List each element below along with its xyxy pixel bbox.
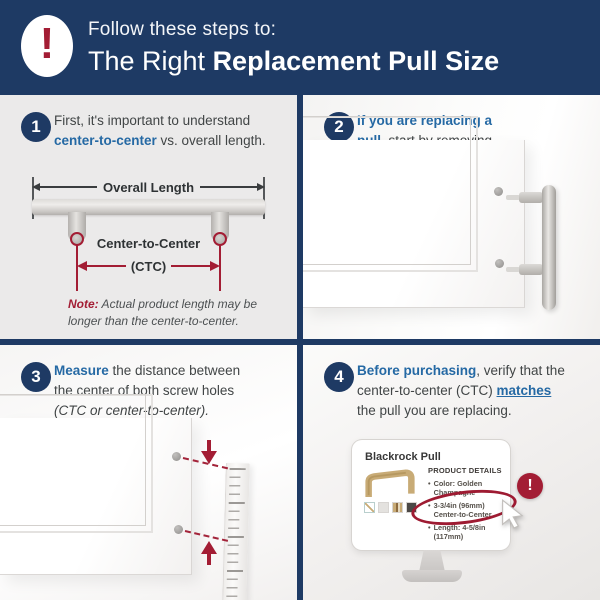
ctc-arrowhead-left-icon xyxy=(77,261,87,271)
ctc-term: center-to-center xyxy=(54,133,157,148)
monitor-stand-neck xyxy=(419,550,445,572)
ruler-ticks-long xyxy=(226,468,245,598)
arrow-line xyxy=(40,186,97,188)
overall-length-label: Overall Length xyxy=(102,179,195,195)
arrow-line xyxy=(200,186,257,188)
ruler xyxy=(222,463,250,600)
step-1-badge: 1 xyxy=(21,112,51,142)
screw-center-right xyxy=(213,232,227,246)
arrowhead-left-icon xyxy=(32,183,40,191)
note-label: Note: xyxy=(68,297,99,311)
pull-post xyxy=(519,192,543,203)
bullet-icon: • xyxy=(428,479,431,488)
ctc-arrowhead-right-icon xyxy=(210,261,220,271)
step-1-line-1: First, it's important to understand xyxy=(54,113,251,128)
step-4-panel xyxy=(303,345,600,600)
pull-dimension-diagram xyxy=(32,179,265,295)
ctc-abbr-label: (CTC) xyxy=(130,258,167,274)
step-2-line-1: If you are replacing a xyxy=(357,113,493,128)
step-1-panel xyxy=(0,95,297,339)
detail-length-text: Length: 4-5/8in (117mm) xyxy=(433,523,486,541)
ctc-arrow xyxy=(77,258,220,274)
screw-hole xyxy=(174,525,183,534)
measure-arrowhead-down-icon xyxy=(201,451,217,464)
step-3-line-3: (CTC or center-to-center). xyxy=(54,403,210,418)
overall-length-arrow xyxy=(32,180,265,194)
step-4-line-2-pre: center-to-center (CTC) xyxy=(357,383,497,398)
header-banner xyxy=(0,0,600,95)
before-purchasing-term: Before purchasing xyxy=(357,363,477,378)
step-1-line-2 xyxy=(54,131,266,151)
thumbnail-finish-light xyxy=(378,502,389,513)
cursor-icon xyxy=(499,499,527,534)
step-1-line-2-rest: vs. overall length. xyxy=(156,133,266,148)
product-details-title: PRODUCT DETAILS xyxy=(428,466,502,475)
step-3-line-1 xyxy=(54,361,240,381)
measure-term: Measure xyxy=(54,363,109,378)
step-2-badge: 2 xyxy=(324,112,354,142)
pull-bar xyxy=(32,199,265,215)
arrowhead-right-icon xyxy=(257,183,265,191)
bullet-icon: • xyxy=(428,523,431,532)
step-3-badge: 3 xyxy=(21,362,51,392)
bullet-icon: • xyxy=(428,501,431,510)
monitor-stand-base xyxy=(402,570,462,582)
matches-term: matches xyxy=(496,383,552,398)
page-title xyxy=(88,46,499,77)
screw-center-left xyxy=(70,232,84,246)
note-text xyxy=(68,296,268,330)
detail-length xyxy=(428,523,506,541)
mounting-screw xyxy=(506,267,520,272)
step-4-line-1-rest: , verify that the xyxy=(476,363,565,378)
step-2-panel xyxy=(303,95,600,339)
alert-icon xyxy=(21,15,73,77)
step-1-text xyxy=(54,111,266,151)
title-regular-part: The Right xyxy=(88,46,213,76)
screw-hole xyxy=(172,452,181,461)
screw-hole xyxy=(494,187,503,196)
step-4-line-1 xyxy=(357,361,565,381)
detail-color-text: Color: Golden Champagne xyxy=(433,479,483,497)
door-panel-frame-inner xyxy=(0,394,146,526)
thumbnail-row xyxy=(364,502,417,513)
product-title: Blackrock Pull xyxy=(365,451,441,463)
door-panel-frame-inner xyxy=(303,116,471,265)
detail-ctc-text: 3-3/4in (96mm) Center-to-Center xyxy=(433,501,492,519)
title-bold-part: Replacement Pull Size xyxy=(212,46,500,76)
step-3-line-2: the center of both screw holes xyxy=(54,383,235,398)
pull-post xyxy=(519,264,543,275)
note-body: Actual product length may be longer than the center-to-center. xyxy=(68,297,257,328)
step-4-badge: 4 xyxy=(324,362,354,392)
product-pull-image xyxy=(364,469,416,502)
exclamation-glyph: ! xyxy=(527,477,533,494)
screw-hole xyxy=(495,259,504,268)
alert-badge xyxy=(517,473,543,499)
thumbnail-finish-gold xyxy=(392,502,403,513)
mounting-screw xyxy=(506,195,520,200)
step-4-text xyxy=(357,361,565,421)
step-3-panel xyxy=(0,345,297,600)
step-3-line-1-rest: the distance between xyxy=(108,363,241,378)
step-4-line-2 xyxy=(357,381,565,401)
cabinet-door xyxy=(0,418,192,575)
measure-arrow-up xyxy=(207,553,211,565)
ctc-arrow-line xyxy=(171,265,210,267)
cabinet-door xyxy=(303,140,525,308)
thumbnail-sketch xyxy=(364,502,375,513)
bar-pull xyxy=(542,185,556,310)
ctc-label: Center-to-Center xyxy=(96,236,201,251)
ctc-arrow-line xyxy=(87,265,126,267)
header-eyebrow: Follow these steps to: xyxy=(88,19,277,40)
exclamation-glyph: ! xyxy=(39,19,55,68)
step-4-line-3: the pull you are replacing. xyxy=(357,403,512,418)
